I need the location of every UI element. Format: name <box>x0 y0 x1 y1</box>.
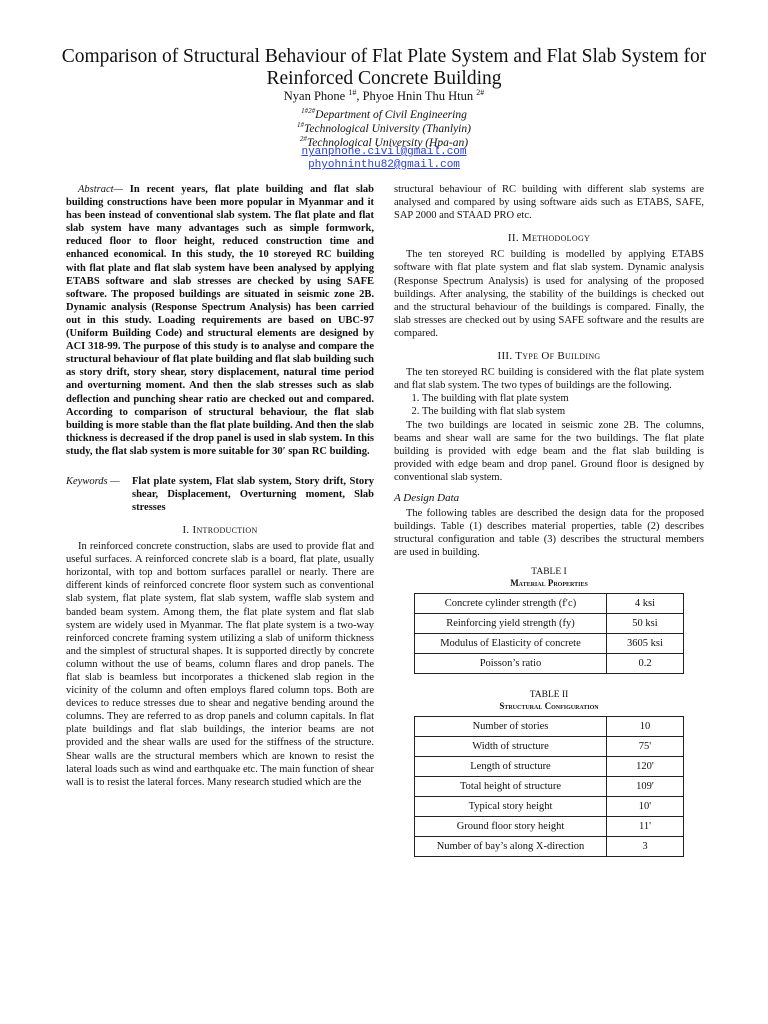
right-column <box>394 183 704 857</box>
abstract <box>66 183 374 458</box>
section-heading-building-type: III. Type Of Building <box>497 350 601 363</box>
table-cell-value: 3605 ksi <box>607 634 684 654</box>
table-row <box>415 797 684 817</box>
table-cell-value: 120' <box>607 757 684 777</box>
table-row <box>415 777 684 797</box>
subsection-heading-design-data: A Design Data <box>394 491 460 504</box>
table-row <box>415 594 684 614</box>
author-separator: , <box>356 89 363 104</box>
table-row <box>415 837 684 857</box>
table-cell-label: Total height of structure <box>415 777 607 797</box>
design-data-paragraph: The following tables are described the design data for the proposed buildings. Table (1) describes material properties, table (2) describes structural configuration and table (3) describes the structural members are used in building. <box>394 508 704 559</box>
table-cell-label: Typical story height <box>415 797 607 817</box>
building-paragraph-1: The ten storeyed RC building is considered with the flat plate system and flat slab system. The two types of buildings are the following. <box>394 367 704 392</box>
building-type-list <box>394 392 704 418</box>
table-cell-label: Reinforcing yield strength (fy) <box>415 614 607 634</box>
author-2: Phyoe Hnin Thu Htun <box>362 89 477 104</box>
section-heading-methodology: II. Methodology <box>507 232 591 245</box>
intro-continuation: structural behaviour of RC building with different slab systems are analysed and compared by using software aids such as ETABS, SAFE, SAP 2000 and STAAD PRO etc. <box>394 184 704 222</box>
table-cell-value: 75' <box>607 737 684 757</box>
table-row <box>415 757 684 777</box>
table-cell-label: Width of structure <box>415 737 607 757</box>
author-1: Nyan Phone <box>283 89 349 104</box>
email-link-2[interactable]: phyohninthu82@gmail.com <box>308 159 460 171</box>
table-cell-label: Poisson’s ratio <box>415 654 607 674</box>
table-2-title: Structural Configuration <box>499 701 599 712</box>
table-cell-value: 0.2 <box>607 654 684 674</box>
table-row <box>415 634 684 654</box>
affiliation-1-text: Department of Civil Engineering <box>315 108 467 121</box>
building-paragraph-2: The two buildings are located in seismic zone 2B. The columns, beams and shear wall are same for the two buildings. The flat plate building is provided with edge beam and the flat slab building is provided with edge beam and drop panel. Ground floor is designed by conventional slab system. <box>394 419 704 483</box>
abstract-text: In recent years, flat plate building and flat slab building constructions have been more popular in Myanmar and it has been instead of conventional slab system. The flat plate and flat slab system have many advantages such as simple formwork, reduced floor to floor height, reduced construction time and enhanced economical. In this study, the 10 storeyed RC building with flat plate and flat slab system have been analysed by applying ETABS software and slab stresses are checked by using SAFE software. The proposed buildings are situated in seismic zone 2B. Dynamic analysis (Response Spectrum Analysis) has been carried out in this study. Loading requirements are based on UBC-97 (Uniform Building Code) and structural elements are designed by ACI 318-99. The purpose of this study is to analyse and compare the structural behaviour of flat plate building and flat slab building such as story drift, story shear, story displacement, natural time period and overturning moment. And then the slab stresses such as slab deflection and punching shear ratio are checked out and compared. According to comparison of structural behaviour, the flat slab building is more stable than the flat plate building. And then the slab thickness is decreased if the drop panel is used in slab system. In this study, the flat slab system is more suitable for 30′ span RC building. <box>66 184 374 457</box>
section-heading-introduction: I. Introduction <box>182 523 258 536</box>
structural-configuration-table <box>414 716 684 857</box>
email-link-1[interactable]: nyanphone.civil@gmail.com <box>301 146 467 158</box>
table-row <box>415 614 684 634</box>
affiliation-3-mark: 2# <box>299 135 307 143</box>
table-1-title: Material Properties <box>510 578 588 589</box>
affiliation-3-text: Technological University (Hpa-an) <box>306 136 469 149</box>
keywords <box>66 475 374 514</box>
keywords-text: Flat plate system, Flat slab system, Story drift, Story shear, Displacement, Overturning moment, Slab stresses <box>132 475 374 513</box>
table-row <box>415 654 684 674</box>
author-1-mark: 1# <box>348 88 357 97</box>
paper-title: Comparison of Structural Behaviour of Flat Plate System and Flat Slab System for Reinforced Concrete Building <box>61 46 707 89</box>
keywords-label: Keywords — <box>66 475 120 487</box>
affiliation-2-text: Technological University (Thanlyin) <box>304 122 471 135</box>
methodology-paragraph: The ten storeyed RC building is modelled by applying ETABS software with flat plate system and flat slab system. Dynamic analysis (Response Spectrum Analysis) is used for analysing of the proposed buildings. After analysing, the stability of the buildings is checked out and the structural behaviour of the buildings is compared. Finally, the slab stresses are checked out by using SAFE software and the results are compared. <box>394 249 704 339</box>
table-cell-label: Number of bay’s along X-direction <box>415 837 607 857</box>
affiliation-2-mark: 1# <box>297 121 305 129</box>
table-row <box>415 717 684 737</box>
table-cell-value: 4 ksi <box>607 594 684 614</box>
table-cell-value: 11' <box>607 817 684 837</box>
table-row <box>415 737 684 757</box>
list-item: 1. The building with flat plate system <box>422 392 704 405</box>
list-item: 2. The building with flat slab system <box>422 405 704 418</box>
introduction-paragraph: In reinforced concrete construction, slabs are used to provide flat and useful surfaces. A reinforced concrete slab is a board, flat plate, usually horizontal, with top and bottom surfaces parallel or nearly. There are different kinds of reinforced concrete floor system such as conventional slab system, flat plate system, flat slab system, waffle slab system and banded beam system. Among them, the flat plate system and flat slab system are widely used in Myanmar. The flat plate system is a two-way reinforced concrete framing system utilizing a slab of uniform thickness and the simplest of structural shapes. It is supported directly by concrete column without the use of beams, column flares and drop panels. The flat slab is beamless but incorporates a thickened slab region in the vicinity of the column and often employs flared column tops. Both are devices to reduce stresses due to shear and negative bending around the columns. They are referred to as drop panels and column capitals. In flat plate buildings and flat slab buildings, the interior beams are not provided and the shear walls are used for the stiffness of the structure. Shear walls are the structural members which are known to resist the lateral loads such as wind and earthquake etc. The main function of shear wall is to resist the lateral forces. Many research studied which are the <box>66 541 374 788</box>
table-cell-value: 10 <box>607 717 684 737</box>
table-cell-value: 50 ksi <box>607 614 684 634</box>
abstract-label: Abstract— <box>78 184 123 195</box>
affiliation-1-mark: 1#2# <box>301 107 316 115</box>
table-cell-label: Modulus of Elasticity of concrete <box>415 634 607 654</box>
table-cell-value: 109' <box>607 777 684 797</box>
author-2-mark: 2# <box>476 88 485 97</box>
table-1-caption <box>394 567 704 589</box>
table-row <box>415 817 684 837</box>
material-properties-table <box>414 593 684 674</box>
table-2-caption <box>394 690 704 712</box>
author-line <box>60 88 708 104</box>
table-1-number: TABLE I <box>531 567 567 578</box>
table-cell-label: Number of stories <box>415 717 607 737</box>
table-cell-label: Ground floor story height <box>415 817 607 837</box>
table-cell-label: Concrete cylinder strength (f′c) <box>415 594 607 614</box>
table-cell-value: 10' <box>607 797 684 817</box>
table-2-number: TABLE II <box>529 690 569 701</box>
table-cell-label: Length of structure <box>415 757 607 777</box>
left-column <box>66 183 374 789</box>
table-cell-value: 3 <box>607 837 684 857</box>
